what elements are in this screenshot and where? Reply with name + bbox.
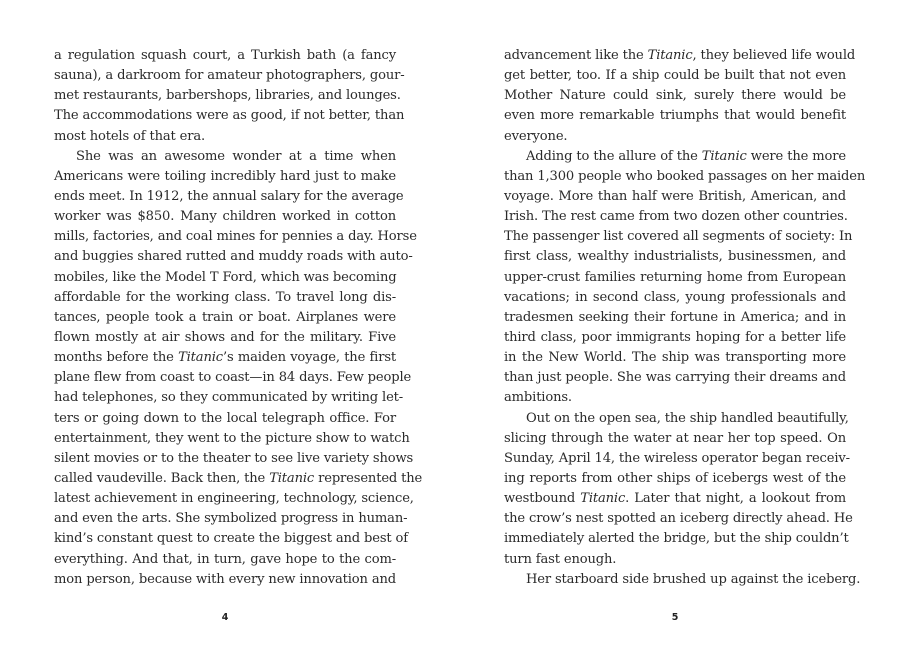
text-segment: sauna), a darkroom for amateur photographers, gour-: [54, 68, 405, 84]
text-segment: Americans were toiling incredibly hard just to make: [54, 168, 396, 184]
text-segment: vacations; in second class, young professionals and: [504, 289, 846, 305]
text-line: [54, 388, 404, 408]
text-line: [504, 409, 849, 429]
text-segment: tances, people took a train or boat. Airplanes were: [54, 309, 396, 325]
text-line: [504, 308, 846, 328]
text-line: [504, 288, 846, 308]
text-segment: Mother Nature could sink, surely there would be: [504, 88, 846, 104]
text-segment: than just people. She was carrying their dreams and: [504, 370, 846, 386]
text-segment: latest achievement in engineering, technology, science,: [54, 491, 414, 507]
text-segment: everyone.: [504, 128, 568, 144]
text-segment: mobiles, like the Model T Ford, which was becoming: [54, 269, 397, 285]
text-line: [54, 288, 396, 308]
text-line: [54, 127, 396, 147]
text-line: [504, 247, 846, 267]
text-segment: turn fast enough.: [504, 551, 617, 567]
text-line: [504, 127, 846, 147]
text-line: [504, 46, 856, 66]
text-segment: worker was $850. Many children worked in cotton: [54, 209, 396, 225]
text-segment: ing reports from other ships of icebergs west of the: [504, 470, 846, 486]
text-line: [504, 66, 846, 86]
text-line: [504, 570, 861, 590]
text-line: [504, 429, 846, 449]
right-page: [450, 0, 900, 654]
text-line: [54, 106, 405, 126]
text-segment: third class, poor immigrants hoping for a better life: [504, 329, 846, 345]
text-line: [504, 167, 866, 187]
text-line: [504, 348, 846, 368]
text-segment: get better, too. If a ship could be built that not even: [504, 68, 846, 84]
text-segment: Sunday, April 14, the wireless operator began receiv-: [504, 450, 850, 466]
text-line: [54, 550, 396, 570]
text-line: [504, 449, 850, 469]
text-segment: silent movies or to the theater to see live variety shows: [54, 450, 414, 466]
page-number-left: 4: [221, 612, 229, 623]
text-line: [54, 46, 396, 66]
text-segment: everything. And that, in turn, gave hope to the com-: [54, 551, 396, 567]
text-line: [54, 86, 401, 106]
text-line: [504, 268, 846, 288]
text-line: [54, 570, 396, 590]
text-line: [54, 227, 417, 247]
text-line: [54, 489, 414, 509]
text-line: [504, 489, 846, 509]
text-segment: . Later that night, a lookout from: [625, 491, 846, 507]
text-segment: called vaudeville. Back then, the: [54, 470, 270, 486]
text-line: [54, 167, 396, 187]
text-line: [504, 147, 846, 167]
text-segment: a regulation squash court, a Turkish bath (a fancy: [54, 48, 396, 63]
text-line: [504, 529, 849, 549]
text-segment: upper-crust families returning home from European: [504, 269, 846, 285]
text-segment: in the New World. The ship was transporting more: [504, 350, 846, 366]
text-segment: were the more: [746, 148, 846, 164]
text-segment: and even the arts. She symbolized progress in human-: [54, 511, 408, 527]
text-segment: advancement like the: [504, 48, 648, 63]
italic-title: Titanic: [647, 48, 693, 63]
text-line: [504, 227, 853, 247]
text-segment: Adding to the allure of the: [526, 148, 702, 164]
text-line: [504, 469, 846, 489]
text-segment: most hotels of that era.: [54, 128, 206, 144]
text-segment: Her starboard side brushed up against the iceberg.: [526, 571, 861, 587]
text-line: [504, 187, 846, 207]
text-segment: met restaurants, barbershops, libraries, and lounges.: [54, 88, 401, 104]
text-segment: entertainment, they went to the picture show to watch: [54, 430, 410, 446]
text-segment: plane flew from coast to coast—in 84 days. Few people: [54, 370, 412, 386]
text-line: [504, 86, 846, 106]
text-segment: She was an awesome wonder at a time when: [76, 148, 396, 164]
text-segment: kind’s constant quest to create the biggest and best of: [54, 531, 408, 547]
text-line: [54, 449, 414, 469]
text-segment: Irish. The rest came from two dozen other countries.: [504, 209, 848, 225]
text-segment: even more remarkable triumphs that would benefit: [504, 108, 846, 124]
text-segment: flown mostly at air shows and for the military. Five: [54, 329, 396, 345]
text-segment: The passenger list covered all segments of society: In: [504, 229, 853, 245]
text-segment: than 1,300 people who booked passages on her maiden: [504, 168, 866, 184]
italic-title: Titanic: [580, 491, 626, 507]
text-line: [54, 268, 396, 288]
text-segment: mon person, because with every new innovation and: [54, 571, 396, 587]
text-segment: represented the: [314, 470, 423, 486]
text-segment: ends meet. In 1912, the annual salary for the average: [54, 188, 404, 204]
text-line: [54, 409, 396, 429]
text-line: [54, 207, 396, 227]
page-number-right: 5: [671, 612, 679, 623]
text-segment: slicing through the water at near her top speed. On: [504, 430, 846, 446]
text-line: [54, 147, 396, 167]
left-page-text: [54, 46, 423, 590]
text-line: [54, 429, 410, 449]
text-segment: affordable for the working class. To travel long dis-: [54, 289, 396, 305]
text-line: [54, 247, 413, 267]
text-line: [54, 469, 423, 489]
text-line: [54, 348, 396, 368]
text-line: [54, 328, 396, 348]
text-segment: tradesmen seeking their fortune in America; and in: [504, 309, 846, 325]
italic-title: Titanic: [178, 350, 223, 366]
text-segment: voyage. More than half were British, American, and: [504, 188, 846, 204]
text-line: [54, 187, 404, 207]
text-line: [504, 328, 846, 348]
text-line: [504, 106, 846, 126]
right-page-text: [504, 46, 866, 590]
text-line: [504, 207, 846, 227]
text-segment: , they believed life would: [692, 48, 856, 63]
text-line: [504, 550, 846, 570]
text-segment: The accommodations were as good, if not better, than: [54, 108, 405, 124]
italic-title: Titanic: [701, 148, 747, 164]
text-line: [504, 368, 846, 388]
text-segment: mills, factories, and coal mines for pennies a day. Horse: [54, 229, 417, 245]
text-line: [54, 308, 396, 328]
text-line: [504, 509, 853, 529]
text-line: [54, 66, 405, 86]
text-line: [54, 509, 408, 529]
text-segment: ters or going down to the local telegraph office. For: [54, 410, 396, 426]
text-segment: and buggies shared rutted and muddy roads with auto-: [54, 249, 413, 265]
text-segment: ’s maiden voyage, the first: [222, 350, 396, 366]
text-segment: months before the: [54, 350, 179, 366]
text-line: [504, 388, 846, 408]
italic-title: Titanic: [269, 470, 315, 486]
text-segment: westbound: [504, 491, 581, 507]
text-segment: first class, wealthy industrialists, businessmen, and: [504, 249, 846, 265]
text-segment: had telephones, so they communicated by writing let-: [54, 390, 404, 406]
text-segment: Out on the open sea, the ship handled beautifully,: [526, 410, 849, 426]
text-line: [54, 368, 412, 388]
text-line: [54, 529, 408, 549]
text-segment: ambitions.: [504, 390, 572, 406]
text-segment: immediately alerted the bridge, but the ship couldn’t: [504, 531, 849, 547]
text-segment: the crow’s nest spotted an iceberg directly ahead. He: [504, 511, 853, 527]
